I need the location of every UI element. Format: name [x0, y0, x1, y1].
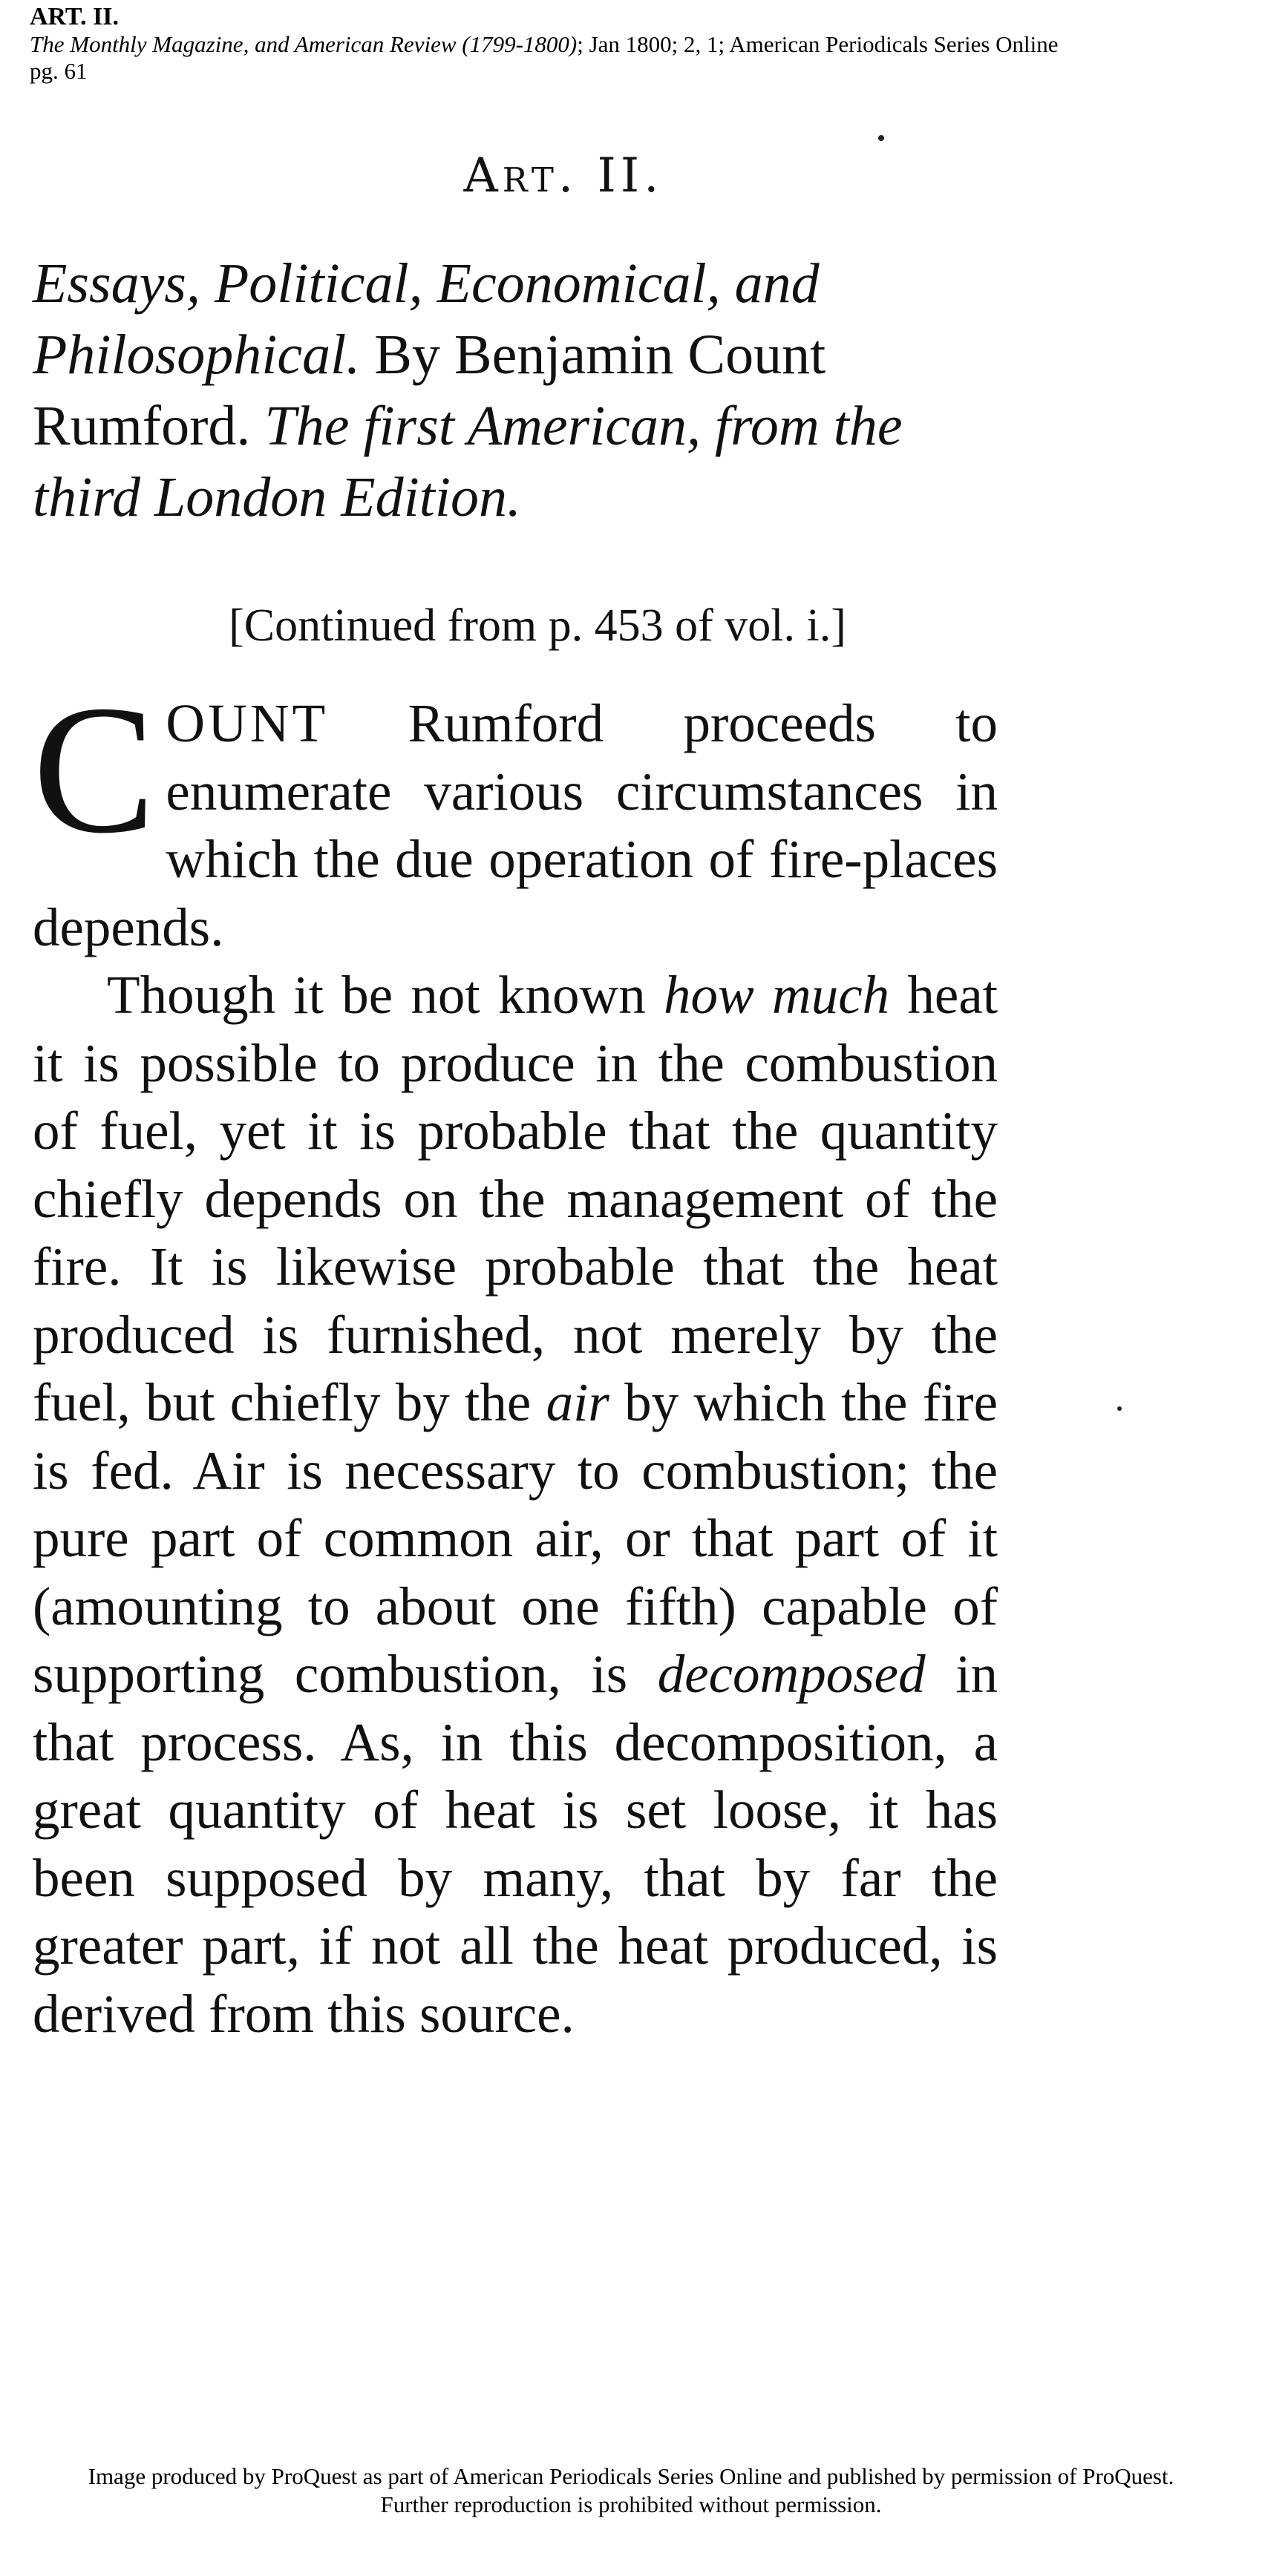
paragraph-1 [33, 667, 998, 961]
book-title-author: By Benjamin Count Rumford. [33, 324, 826, 457]
footer-line-2: Further reproduction is prohibited without permission. [380, 2491, 882, 2517]
header-journal: The Monthly Magazine, and American Review (1799-1800) [30, 31, 578, 57]
article-page [33, 148, 998, 2048]
header-title: ART. II. [30, 3, 120, 30]
continued-note: [Continued from p. 453 of vol. i.] [229, 600, 846, 651]
paragraph-2-italic-2: air [546, 1372, 609, 1432]
paragraph-2-text-b: heat it is possible to produce in the combustion of fuel, yet it is probable that the quantity chiefly depends on the management of the fire. It is likewise probable that the heat produced is furnished, not merely by the fuel, but chiefly by the [33, 965, 998, 1432]
article-heading: Art. II. [463, 148, 664, 203]
book-title [33, 248, 998, 533]
paragraph-2-italic-1: how much [664, 965, 890, 1025]
paragraph-1-text: Rumford proceeds to enumerate various circumstances in which the due operation of fire-places depends. [33, 693, 998, 957]
paragraph-2-text-d: in that process. As, in this decomposition, a great quantity of heat is set loose, it has been supposed by many, that by far the greater part, if not all the heat produced, is derived from this source. [33, 1644, 998, 2044]
header-source-details: ; Jan 1800; 2, 1; American Periodicals Series Online [577, 31, 1059, 57]
paragraph-2-text-c: by which the fire is fed. Air is necessary to combustion; the pure part of common air, or that part of it (amounting to about one fifth) capable of supporting combustion, is [33, 1372, 998, 1704]
drop-cap: C [33, 667, 156, 871]
paragraph-2 [33, 961, 998, 2048]
paragraph-2-text-a: Though it be not known [107, 965, 664, 1025]
paragraph-2-italic-3: decomposed [657, 1644, 926, 1704]
header-page: pg. 61 [30, 58, 88, 84]
print-speck [878, 135, 884, 141]
first-word: OUNT [166, 693, 329, 753]
print-speck [1117, 1406, 1122, 1411]
footer-line-1: Image produced by ProQuest as part of American Periodicals Series Online and published by permission of ProQuest. [88, 2463, 1174, 2489]
copyright-footer [0, 2462, 1262, 2519]
document-header [30, 3, 1059, 85]
book-title-essays: Essays, Political, Economical, and Philosophical. [33, 252, 820, 386]
header-source [30, 31, 1059, 58]
book-title-edition: The first American, from the third London Edition. [33, 395, 903, 528]
